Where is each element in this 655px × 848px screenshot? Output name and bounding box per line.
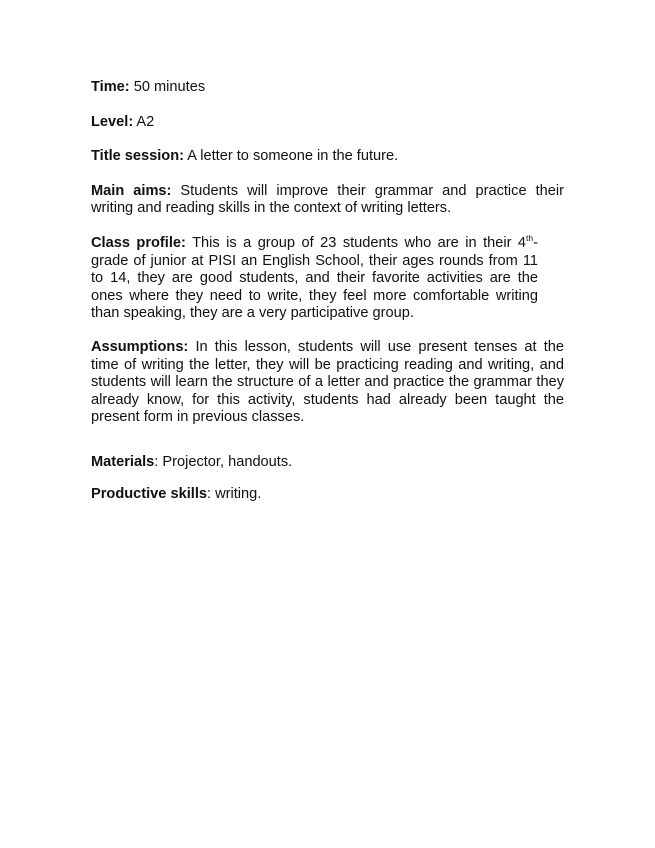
lesson-plan-document — [91, 79, 564, 503]
assumptions-text: In this lesson, students will use present tenses at the time of writing the letter, they will be practicing reading and writing, and students will learn the structure of a letter and practice the grammar they already know, for this activity, students had already been taught the present form in previous classes. — [91, 338, 564, 426]
time-label: Time: — [91, 79, 130, 95]
main-aims-label: Main aims: — [91, 182, 172, 199]
level-value: A2 — [133, 113, 155, 130]
title-session-label: Title session: — [91, 148, 184, 165]
class-profile-label: Class profile: — [91, 234, 186, 251]
productive-skills-line — [91, 486, 564, 504]
time-line — [91, 79, 564, 97]
materials-value: : Projector, handouts. — [154, 453, 293, 470]
assumptions-label: Assumptions: — [91, 338, 189, 355]
assumptions-paragraph — [91, 339, 564, 427]
class-profile-text-start: This is a group of 23 students who are in their 4 — [185, 234, 527, 251]
title-session-line — [91, 148, 564, 166]
class-profile-text-end: - grade of junior at PISI an English School, their ages rounds from 11 to 14, they are good students, and their favorite activities are the ones where they need to write, they feel more comfortable writing than speaking, they are a very participative group. — [91, 234, 539, 322]
ordinal-superscript: th — [526, 233, 534, 244]
time-value: 50 minutes — [129, 79, 206, 95]
level-label: Level: — [91, 113, 134, 130]
productive-skills-label: Productive skills — [91, 485, 207, 502]
main-aims-paragraph — [91, 183, 564, 218]
productive-skills-value: : writing. — [207, 485, 262, 502]
title-session-value: A letter to someone in the future. — [184, 148, 399, 165]
level-line — [91, 114, 564, 132]
main-aims-text: Students will improve their grammar and practice their writing and reading skills in the context of writing letters. — [91, 182, 565, 217]
materials-label: Materials — [91, 453, 155, 470]
class-profile-paragraph — [91, 235, 538, 323]
materials-line — [91, 454, 564, 472]
